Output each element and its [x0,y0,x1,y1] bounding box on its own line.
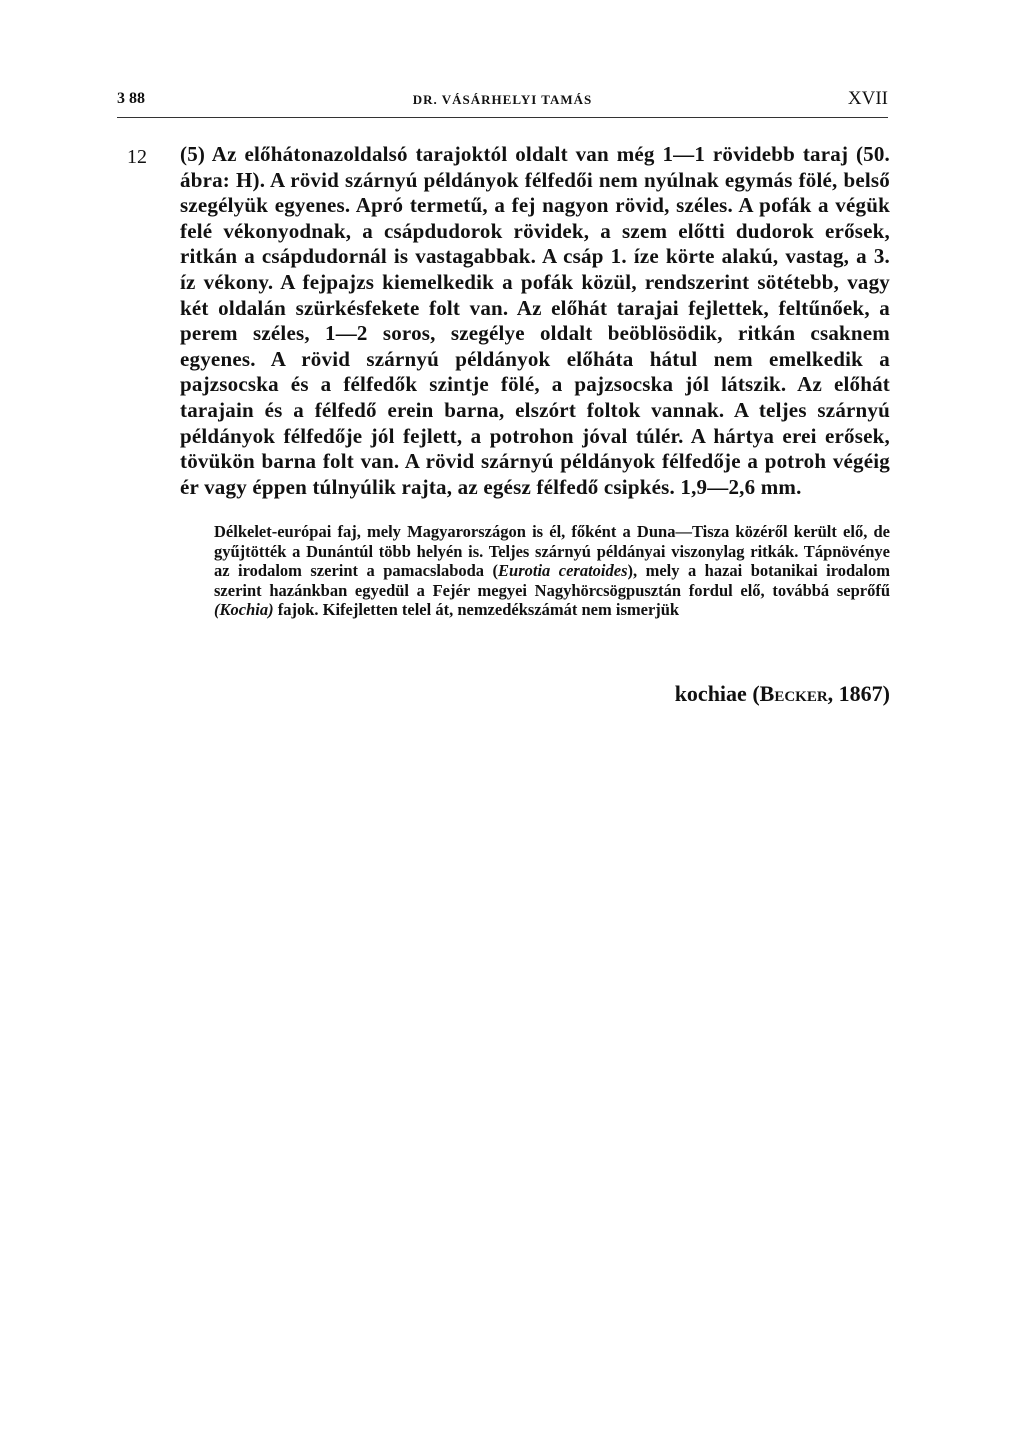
part-numeral: XVII [847,88,888,109]
note-text-2: ), mely a hazai botanikai irodalom szerint hazánkban egyedül a Fejér megyei Nagyhörcsögpusztán fordul elő, továbbá seprőfű [214,561,890,600]
key-paragraph [180,142,890,500]
distribution-note [214,522,890,620]
key-couplet-number: (5) [180,142,206,166]
species-name: kochiae [674,681,747,706]
note-italic-kochia: (Kochia) [214,600,274,620]
species-author: Becker [759,681,828,706]
note-text-1: Délkelet-európai faj, mely Magyarországon is él, főként a Duna—Tisza közéről került elő, de gyűjtötték a Dunántúl több helyén is. Teljes szárnyú példányai viszonylag ritkák. Tápnövénye az irodalom szerint a pamacslaboda ( [214,522,890,581]
key-text: Az előhátonazoldalsó tarajoktól oldalt van még 1—1 rövidebb taraj (50. ábra: H). A rövid szárnyú példányok félfedői nem nyúlnak egymás fölé, belső szegélyük egyenes. Apró termetű, a fej nagyon rövid, széles. A pofák a végük felé vékonyodnak, a csápdudorok rövidek, a szem előtti dudorok erősek, ritkán a csápdudornál is vastagabbak. A csáp 1. íze körte alakú, vastag, a 3. íz vékony. A fejpajzs kiemelkedik a pofák közül, rendszerint sötétebb, vagy két oldalán szürkésfekete folt van. Az előhát tarajai fejlettek, feltűnőek, a perem széles, 1—2 soros, szegélye oldalt beöblösödik, ritkán csaknem egyenes. A rövid szárnyú példányok előháta hátul nem emelkedik a pajzsocska és a félfedők szintje fölé, a pajzsocska jól látszik. Az előhát tarajain és a félfedő erein barna, elszórt foltok vannak. A teljes szárnyú példányok félfedője jól fejlett, a potrohon jóval túlér. A hártya erei erősek, tövükön barna folt van. A rövid szárnyú példányok félfedője a potroh végéig ér vagy éppen túlnyúlik rajta, az egész félfedő csipkés. 1,9—2,6 mm. [180,142,891,499]
running-header [117,86,888,116]
page-number: 3 88 [117,90,145,107]
note-text-3: fajok. Kifejletten telel át, nemzedékszámát nem ismerjük [273,600,680,620]
note-italic-eurotia: Eurotia ceratoides [498,561,628,581]
key-line-number: 12 [127,146,147,168]
species-heading [675,681,890,707]
species-author-open: ( [752,681,760,706]
running-title: DR. VÁSÁRHELYI TAMÁS [412,92,593,107]
species-year: , 1867) [827,681,890,706]
header-rule [117,117,888,118]
